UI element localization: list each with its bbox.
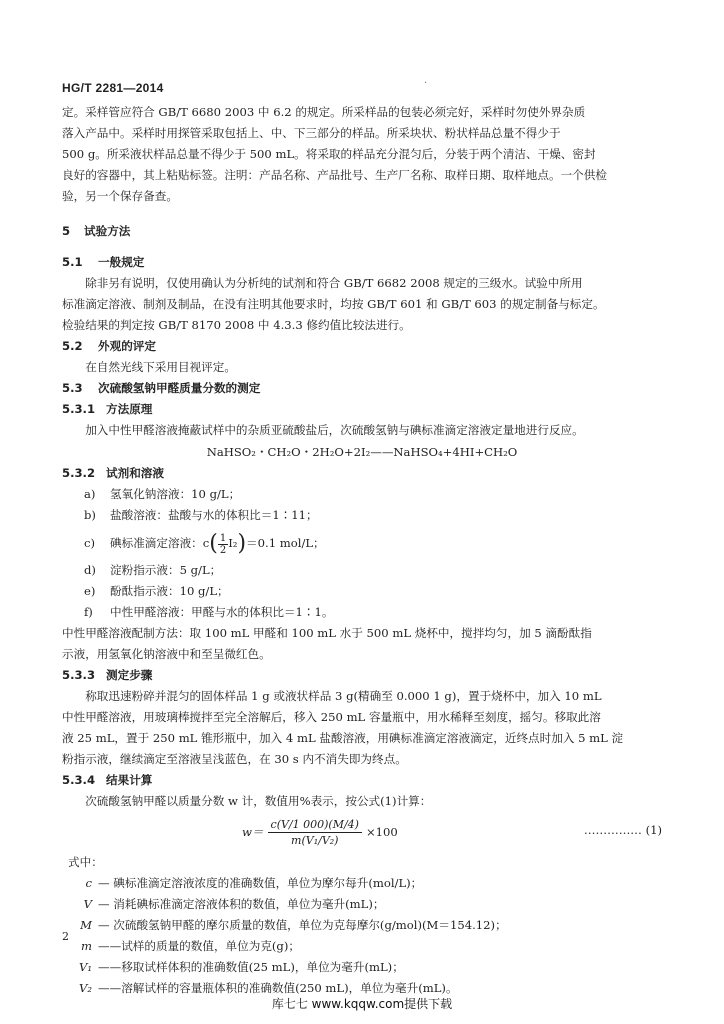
s533-line-2: 中性甲醛溶液，用玻璃棒搅拌至完全溶解后，移入 250 mL 容量瓶中，用水稀释至刻度，摇匀。移取此溶 <box>62 710 601 724</box>
variable-row <box>62 957 662 978</box>
section-5-3-4-heading <box>62 770 662 791</box>
variable-symbol: V₁ <box>78 960 92 974</box>
section-title: 试剂和溶液 <box>106 466 164 480</box>
iodine-symbol: I₂ <box>228 536 238 550</box>
section-title: 外观的评定 <box>98 339 156 353</box>
s532-prep-line-2: 示液，用氢氧化钠溶液中和至呈微红色。 <box>62 647 271 661</box>
reagent-item-b <box>62 505 662 526</box>
section-5-heading <box>62 221 662 242</box>
section-number: 5.3.2 <box>62 466 96 480</box>
fraction-denominator: 2 <box>219 544 227 556</box>
paren-right: ) <box>237 531 247 556</box>
variable-symbol: M <box>80 918 92 932</box>
item-label: c) <box>84 536 96 550</box>
section-title: 试验方法 <box>84 224 131 238</box>
reagent-item-f <box>62 602 662 623</box>
variable-row <box>62 894 662 915</box>
page-number: 2 <box>62 930 69 943</box>
formula-fraction <box>268 818 362 847</box>
section-title: 次硫酸氢钠甲醛质量分数的测定 <box>98 381 261 395</box>
item-label: e) <box>84 584 96 598</box>
formula-lhs: w＝ <box>242 825 264 839</box>
intro-line-4: 良好的容器中，其上粘贴标签。注明：产品名称、产品批号、生产厂名称、取样日期、取样地点。一个供检 <box>62 168 607 182</box>
s51-line-1: 除非另有说明，仅使用确认为分析纯的试剂和符合 GB/T 6682 2008 规定的三级水。试验中所用 <box>85 276 583 290</box>
s534-text: 次硫酸氢钠甲醛以质量分数 w 计，数值用%表示，按公式(1)计算： <box>85 794 432 808</box>
variable-symbol: V <box>83 897 92 911</box>
formula-1 <box>62 812 662 852</box>
variable-description: ——试样的质量的数值，单位为克(g)； <box>98 939 300 953</box>
variable-row <box>62 936 662 957</box>
section-number: 5.3.3 <box>62 668 96 682</box>
reagent-item-a <box>62 484 662 505</box>
item-label: f) <box>84 605 93 619</box>
variable-row <box>62 873 662 894</box>
reagent-item-e <box>62 581 662 602</box>
formula-number: …………… (1) <box>583 823 662 837</box>
reagent-item-d <box>62 560 662 581</box>
item-label: a) <box>84 487 96 501</box>
s533-line-4: 粉指示液，继续滴定至溶液呈浅蓝色，在 30 s 内不消失即为终点。 <box>62 752 407 766</box>
download-footer: 库七七 www.kqqw.com提供下载 <box>271 997 453 1011</box>
section-5 <box>62 221 662 242</box>
half-fraction <box>218 533 228 556</box>
section-5-2 <box>62 336 662 378</box>
variable-symbol: m <box>81 939 92 953</box>
item-label: b) <box>84 508 96 522</box>
reagent-item-c <box>62 526 662 560</box>
section-5-3-3 <box>62 665 662 770</box>
section-number: 5 <box>62 224 71 238</box>
section-5-3-2-heading <box>62 463 662 484</box>
s533-line-1: 称取迅速粉碎并混匀的固体样品 1 g 或液状样品 3 g(精确至 0.000 1 g)，置于烧杯中，加入 10 mL <box>85 689 602 703</box>
paren-left: ( <box>209 531 218 556</box>
where-label: 式中： <box>68 855 103 869</box>
item-text: 氢氧化钠溶液：10 g/L； <box>110 487 241 501</box>
item-text: 淀粉指示液：5 g/L； <box>110 563 222 577</box>
section-number: 5.1 <box>62 255 83 269</box>
intro-line-3: 500 g。所采液状样品总量不得少于 500 mL。将采取的样品充分混匀后，分装于两个清洁、干燥、密封 <box>62 147 596 161</box>
section-number: 5.3.4 <box>62 773 96 787</box>
item-text: 盐酸溶液：盐酸与水的体积比＝1∶11； <box>110 508 318 522</box>
s531-text: 加入中性甲醛溶液掩蔽试样中的杂质亚硫酸盐后，次硫酸氢钠与碘标准滴定溶液定量地进行反应。 <box>85 423 584 437</box>
header-mark: · <box>424 78 428 89</box>
s532-prep-line-1: 中性甲醛溶液配制方法：取 100 mL 甲醛和 100 mL 水于 500 mL 烧杯中，搅拌均匀，加 5 滴酚酞指 <box>62 626 592 640</box>
section-5-3-3-heading <box>62 665 662 686</box>
s51-line-3: 检验结果的判定按 GB/T 8170 2008 中 4.3.3 修约值比较法进行。 <box>62 318 411 332</box>
section-title: 一般规定 <box>98 255 145 269</box>
standard-code: HG/T 2281—2014 <box>62 81 164 95</box>
item-text-post: ＝0.1 mol/L； <box>246 536 325 550</box>
variable-description: — 消耗碘标准滴定溶液体积的数值，单位为毫升(mL)； <box>98 897 385 911</box>
intro-line-1: 定。采样管应符合 GB/T 6680 2003 中 6.2 的规定。所采样品的包装必须完好，采样时勿使外界杂质 <box>62 105 586 119</box>
fraction-numerator: 1 <box>219 532 227 544</box>
formula-numerator: c(V/1 000)(M/4) <box>268 818 362 833</box>
item-text: 酚酞指示液：10 g/L； <box>110 584 229 598</box>
section-5-1 <box>62 252 662 336</box>
section-5-3-1-heading <box>62 399 662 420</box>
s51-line-2: 标准滴定溶液、制剂及制品，在没有注明其他要求时，均按 GB/T 601 和 GB/T 603 的规定制备与标定。 <box>62 297 605 311</box>
formula-expression <box>242 812 398 852</box>
variable-symbol: c <box>85 876 92 890</box>
variable-description: ——溶解试样的容量瓶体积的准确数值(250 mL)，单位为毫升(mL)。 <box>98 981 458 995</box>
section-5-2-heading <box>62 336 662 357</box>
variable-row <box>62 915 662 936</box>
section-5-3-heading <box>62 378 662 399</box>
variable-description: — 碘标准滴定溶液浓度的准确数值，单位为摩尔每升(mol/L)； <box>98 876 423 890</box>
item-label: d) <box>84 563 96 577</box>
s533-line-3: 液 25 mL，置于 250 mL 锥形瓶中，加入 4 mL 盐酸溶液，用碘标准滴定溶液滴定，近终点时加入 5 mL 淀 <box>62 731 624 745</box>
section-number: 5.3 <box>62 381 83 395</box>
formula-rhs: ×100 <box>365 825 398 839</box>
s52-text: 在自然光线下采用目视评定。 <box>85 360 236 374</box>
section-title: 方法原理 <box>106 402 153 416</box>
intro-line-2: 落入产品中。采样时用探管采取包括上、中、下三部分的样品。所采块状、粉状样品总量不得少于 <box>62 126 561 140</box>
reaction-equation: NaHSO₂・CH₂O・2H₂O+2I₂——NaHSO₄+4HI+CH₂O <box>206 445 518 459</box>
section-5-3-4 <box>62 770 662 999</box>
document-body <box>62 102 662 999</box>
variable-description: — 次硫酸氢钠甲醛的摩尔质量的数值，单位为克每摩尔(g/mol)(M＝154.12)； <box>98 918 507 932</box>
section-5-3 <box>62 378 662 399</box>
intro-line-5: 验，另一个保存备查。 <box>62 189 178 203</box>
variable-description: ——移取试样体积的准确数值(25 mL)，单位为毫升(mL)； <box>98 960 404 974</box>
section-5-3-1 <box>62 399 662 463</box>
section-title: 测定步骤 <box>106 668 153 682</box>
item-text: 碘标准滴定溶液：c <box>110 536 210 550</box>
item-text: 中性甲醛溶液：甲醛与水的体积比＝1∶1。 <box>110 605 334 619</box>
section-number: 5.3.1 <box>62 402 96 416</box>
section-title: 结果计算 <box>106 773 153 787</box>
variable-symbol: V₂ <box>78 981 92 995</box>
formula-denominator: m(V₁/V₂) <box>291 833 339 847</box>
section-5-1-heading <box>62 252 662 273</box>
section-number: 5.2 <box>62 339 83 353</box>
section-5-3-2 <box>62 463 662 665</box>
